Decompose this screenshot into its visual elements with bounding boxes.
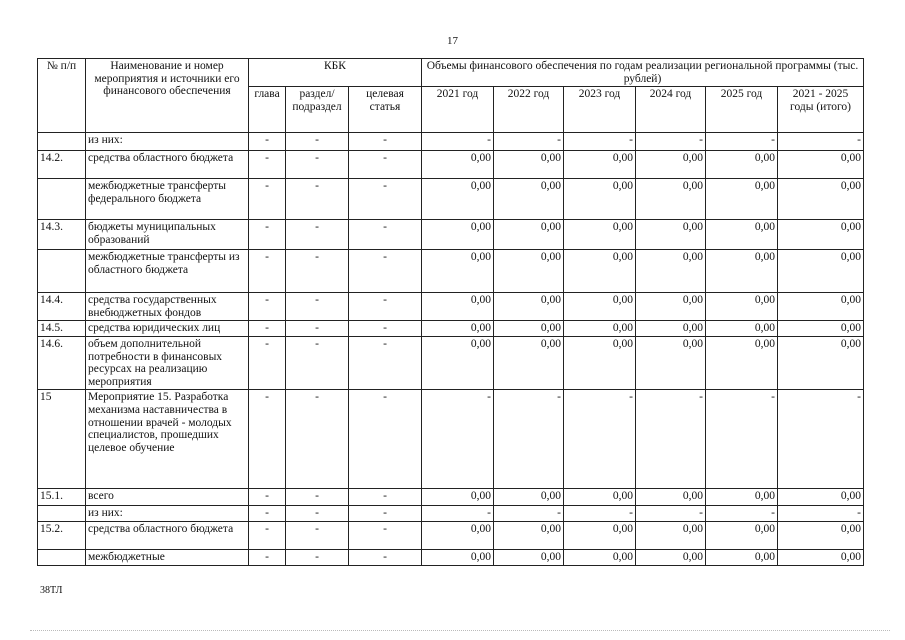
row-value: 0,00 — [636, 151, 706, 179]
row-number: 15 — [38, 390, 86, 489]
table-row — [38, 336, 864, 389]
row-value: 0,00 — [778, 220, 864, 250]
row-statya: - — [349, 321, 422, 337]
row-name: межбюджетные — [86, 549, 249, 565]
row-value: 0,00 — [422, 521, 494, 549]
row-value: 0,00 — [422, 220, 494, 250]
row-value: 0,00 — [494, 521, 564, 549]
row-value: 0,00 — [494, 293, 564, 321]
row-value: - — [706, 506, 778, 522]
row-name: средства областного бюджета — [86, 521, 249, 549]
row-value: 0,00 — [636, 489, 706, 506]
row-value: 0,00 — [778, 250, 864, 293]
row-number: 14.3. — [38, 220, 86, 250]
row-value: - — [422, 133, 494, 151]
row-value: 0,00 — [706, 293, 778, 321]
row-value: - — [706, 133, 778, 151]
row-value: 0,00 — [422, 489, 494, 506]
scan-edge-line — [30, 630, 890, 631]
row-value: - — [422, 390, 494, 489]
header-name: Наименование и номер мероприятия и источники его финансового обеспечения — [86, 59, 249, 133]
row-statya: - — [349, 549, 422, 565]
table-row — [38, 220, 864, 250]
row-name: средства государственных внебюджетных фондов — [86, 293, 249, 321]
row-number: 14.4. — [38, 293, 86, 321]
row-razdel: - — [286, 489, 349, 506]
row-name: из них: — [86, 506, 249, 522]
row-value: 0,00 — [636, 293, 706, 321]
row-value: 0,00 — [706, 151, 778, 179]
header-year-2025: 2025 год — [706, 87, 778, 133]
row-statya: - — [349, 179, 422, 220]
header-kbk: КБК — [249, 59, 422, 87]
row-value: - — [564, 506, 636, 522]
row-value: 0,00 — [706, 336, 778, 389]
header-num: № п/п — [38, 59, 86, 133]
row-value: - — [778, 390, 864, 489]
header-year-2023: 2023 год — [564, 87, 636, 133]
row-value: - — [636, 390, 706, 489]
row-name: межбюджетные трансферты из областного бюджета — [86, 250, 249, 293]
table-row — [38, 250, 864, 293]
row-value: 0,00 — [636, 220, 706, 250]
row-value: 0,00 — [636, 321, 706, 337]
row-value: - — [564, 390, 636, 489]
row-value: 0,00 — [564, 293, 636, 321]
row-number — [38, 133, 86, 151]
row-value: 0,00 — [564, 179, 636, 220]
row-value: 0,00 — [494, 151, 564, 179]
row-razdel: - — [286, 133, 349, 151]
page-number: 17 — [447, 35, 458, 47]
row-glava: - — [249, 521, 286, 549]
row-value: 0,00 — [564, 220, 636, 250]
row-statya: - — [349, 336, 422, 389]
table-row — [38, 151, 864, 179]
row-statya: - — [349, 506, 422, 522]
row-glava: - — [249, 390, 286, 489]
row-value: - — [422, 506, 494, 522]
row-number: 15.1. — [38, 489, 86, 506]
row-value: 0,00 — [422, 293, 494, 321]
row-value: 0,00 — [564, 489, 636, 506]
row-glava: - — [249, 549, 286, 565]
row-value: 0,00 — [494, 179, 564, 220]
row-value: - — [778, 133, 864, 151]
row-value: 0,00 — [564, 521, 636, 549]
row-value: - — [494, 133, 564, 151]
row-statya: - — [349, 390, 422, 489]
row-glava: - — [249, 179, 286, 220]
row-value: - — [636, 506, 706, 522]
row-glava: - — [249, 151, 286, 179]
row-value: 0,00 — [564, 321, 636, 337]
row-statya: - — [349, 133, 422, 151]
row-razdel: - — [286, 506, 349, 522]
row-value: 0,00 — [706, 220, 778, 250]
row-value: - — [778, 506, 864, 522]
row-number: 14.6. — [38, 336, 86, 389]
row-value: 0,00 — [778, 151, 864, 179]
header-year-total: 2021 - 2025 годы (итого) — [778, 87, 864, 133]
row-razdel: - — [286, 390, 349, 489]
header-statya: целевая статья — [349, 87, 422, 133]
row-glava: - — [249, 250, 286, 293]
financing-table — [37, 58, 864, 566]
row-value: 0,00 — [564, 549, 636, 565]
row-value: 0,00 — [422, 250, 494, 293]
row-value: 0,00 — [636, 549, 706, 565]
row-razdel: - — [286, 336, 349, 389]
row-value: 0,00 — [564, 336, 636, 389]
row-value: 0,00 — [422, 321, 494, 337]
table-row — [38, 521, 864, 549]
row-name: средства юридических лиц — [86, 321, 249, 337]
row-number — [38, 506, 86, 522]
row-value: 0,00 — [636, 250, 706, 293]
row-value: 0,00 — [494, 220, 564, 250]
row-value: - — [494, 506, 564, 522]
row-value: 0,00 — [778, 549, 864, 565]
row-razdel: - — [286, 179, 349, 220]
table-row — [38, 506, 864, 522]
row-number — [38, 179, 86, 220]
row-value: 0,00 — [778, 321, 864, 337]
row-value: 0,00 — [636, 521, 706, 549]
row-razdel: - — [286, 220, 349, 250]
row-value: - — [706, 390, 778, 489]
row-value: 0,00 — [778, 489, 864, 506]
row-value: 0,00 — [422, 336, 494, 389]
row-value: 0,00 — [564, 151, 636, 179]
row-value: 0,00 — [636, 179, 706, 220]
row-glava: - — [249, 321, 286, 337]
table-row — [38, 390, 864, 489]
row-glava: - — [249, 293, 286, 321]
row-razdel: - — [286, 321, 349, 337]
table-row — [38, 489, 864, 506]
row-razdel: - — [286, 151, 349, 179]
row-value: 0,00 — [778, 521, 864, 549]
row-statya: - — [349, 250, 422, 293]
row-name: Мероприятие 15. Разработка механизма наставничества в отношении врачей - молодых специалистов, прошедших целевое обучение — [86, 390, 249, 489]
table-row — [38, 293, 864, 321]
row-name: бюджеты муниципальных образований — [86, 220, 249, 250]
row-statya: - — [349, 489, 422, 506]
header-volumes: Объемы финансового обеспечения по годам реализации региональной программы (тыс. рублей) — [422, 59, 864, 87]
row-number: 14.5. — [38, 321, 86, 337]
row-number: 14.2. — [38, 151, 86, 179]
table-row — [38, 321, 864, 337]
row-value: 0,00 — [706, 321, 778, 337]
header-glava: глава — [249, 87, 286, 133]
row-name: средства областного бюджета — [86, 151, 249, 179]
row-name: из них: — [86, 133, 249, 151]
row-value: 0,00 — [494, 336, 564, 389]
row-value: 0,00 — [778, 179, 864, 220]
row-value: 0,00 — [564, 250, 636, 293]
row-value: 0,00 — [778, 336, 864, 389]
row-value: - — [636, 133, 706, 151]
row-razdel: - — [286, 521, 349, 549]
row-glava: - — [249, 220, 286, 250]
row-statya: - — [349, 293, 422, 321]
row-value: - — [494, 390, 564, 489]
table-row — [38, 133, 864, 151]
header-year-2021: 2021 год — [422, 87, 494, 133]
row-value: 0,00 — [422, 549, 494, 565]
row-name: объем дополнительной потребности в финансовых ресурсах на реализацию мероприятия — [86, 336, 249, 389]
footer-mark: 38ТЛ — [40, 585, 63, 596]
row-value: 0,00 — [494, 489, 564, 506]
row-name: межбюджетные трансферты федерального бюджета — [86, 179, 249, 220]
row-value: 0,00 — [494, 321, 564, 337]
row-glava: - — [249, 506, 286, 522]
row-statya: - — [349, 521, 422, 549]
table-body — [38, 133, 864, 565]
row-value: 0,00 — [778, 293, 864, 321]
row-value: 0,00 — [494, 549, 564, 565]
row-value: 0,00 — [636, 336, 706, 389]
row-value: 0,00 — [422, 179, 494, 220]
row-value: 0,00 — [706, 250, 778, 293]
row-razdel: - — [286, 250, 349, 293]
row-glava: - — [249, 489, 286, 506]
table-row — [38, 549, 864, 565]
row-value: - — [564, 133, 636, 151]
row-number: 15.2. — [38, 521, 86, 549]
header-year-2022: 2022 год — [494, 87, 564, 133]
row-number — [38, 250, 86, 293]
row-razdel: - — [286, 549, 349, 565]
header-razdel: раздел/ подраздел — [286, 87, 349, 133]
row-name: всего — [86, 489, 249, 506]
row-glava: - — [249, 133, 286, 151]
header-year-2024: 2024 год — [636, 87, 706, 133]
row-statya: - — [349, 151, 422, 179]
row-glava: - — [249, 336, 286, 389]
row-number — [38, 549, 86, 565]
table-row — [38, 179, 864, 220]
row-value: 0,00 — [494, 250, 564, 293]
row-value: 0,00 — [706, 489, 778, 506]
row-value: 0,00 — [706, 179, 778, 220]
row-razdel: - — [286, 293, 349, 321]
row-value: 0,00 — [422, 151, 494, 179]
row-value: 0,00 — [706, 521, 778, 549]
row-statya: - — [349, 220, 422, 250]
row-value: 0,00 — [706, 549, 778, 565]
